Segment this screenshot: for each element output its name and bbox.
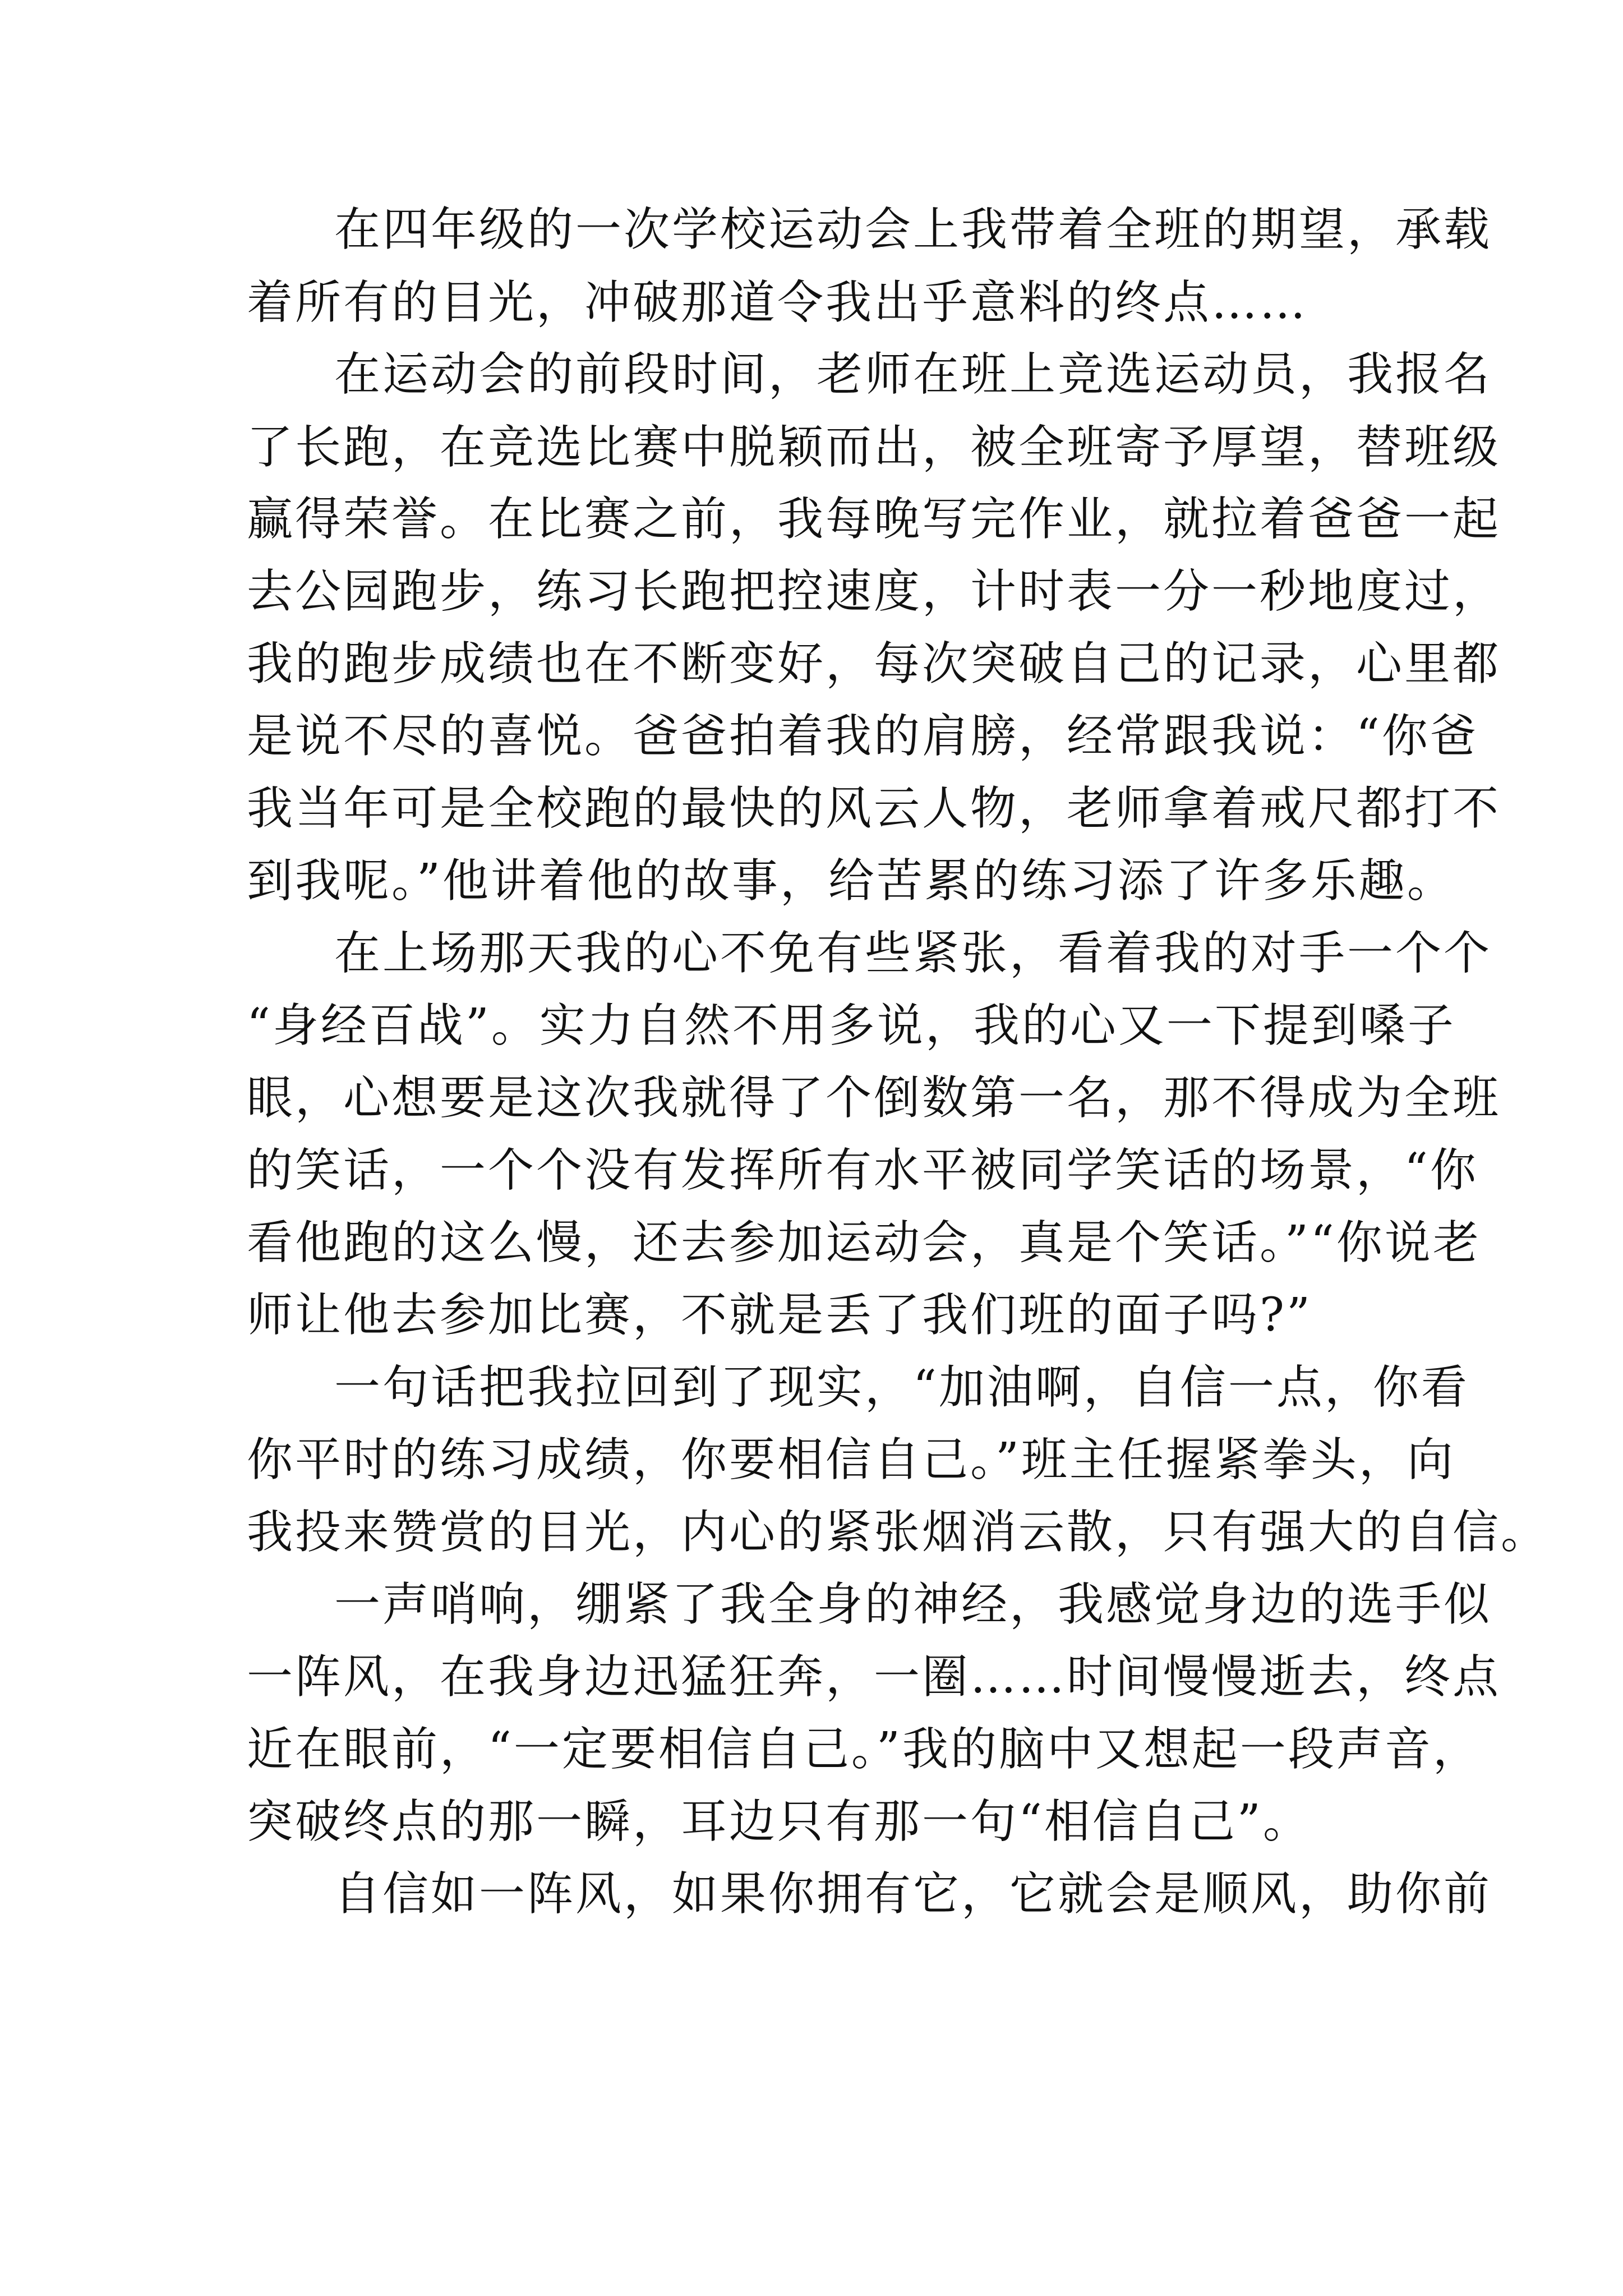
text-line: 我当年可是全校跑的最快的风云人物，老师拿着戒尺都打不: [247, 782, 1501, 835]
text-line: 一句话把我拉回到了现实，“加油啊，自信一点，你看: [334, 1361, 1469, 1414]
text-line: 在上场那天我的心不免有些紧张，看着我的对手一个个: [334, 927, 1492, 980]
text-line: 一阵风，在我身边迅猛狂奔，一圈……时间慢慢逝去，终点: [247, 1650, 1501, 1704]
text-line: 一声哨响，绷紧了我全身的神经，我感觉身边的选手似: [334, 1578, 1492, 1631]
text-line: 了长跑，在竞选比赛中脱颖而出，被全班寄予厚望，替班级: [247, 421, 1501, 474]
text-line: “身经百战”。实力自然不用多说，我的心又一下提到嗓子: [247, 999, 1456, 1052]
text-line: 去公园跑步，练习长跑把控速度，计时表一分一秒地度过，: [247, 565, 1501, 618]
text-line: 的笑话，一个个没有发挥所有水平被同学笑话的场景，“你: [247, 1144, 1478, 1197]
text-line: 到我呢。”他讲着他的故事，给苦累的练习添了许多乐趣。: [247, 854, 1455, 908]
text-line: 师让他去参加比赛，不就是丢了我们班的面子吗?”: [247, 1289, 1312, 1342]
text-line: 眼，心想要是这次我就得了个倒数第一名，那不得成为全班: [247, 1071, 1501, 1125]
text-line: 你平时的练习成绩，你要相信自己。”班主任握紧拳头，向: [247, 1433, 1455, 1487]
text-line: 在运动会的前段时间，老师在班上竞选运动员，我报名: [334, 348, 1492, 401]
text-line: 看他跑的这么慢，还去参加运动会，真是个笑话。”“你说老: [247, 1216, 1481, 1269]
text-line: 近在眼前，“一定要相信自己。”我的脑中又想起一段声音，: [247, 1723, 1481, 1776]
text-line: 是说不尽的喜悦。爸爸拍着我的肩膀，经常跟我说：“你爸: [247, 710, 1478, 763]
text-line: 突破终点的那一瞬，耳边只有那一句“相信自己”。: [247, 1795, 1311, 1848]
text-line: 着所有的目光，冲破那道令我出乎意料的终点……: [247, 276, 1308, 329]
text-line: 我的跑步成绩也在不断变好，每次突破自己的记录，心里都: [247, 637, 1501, 691]
text-line: 自信如一阵风，如果你拥有它，它就会是顺风，助你前: [334, 1867, 1492, 1921]
text-line: 我投来赞赏的目光，内心的紧张烟消云散，只有强大的自信。: [247, 1506, 1550, 1559]
text-line: 在四年级的一次学校运动会上我带着全班的期望，承载: [334, 203, 1492, 256]
text-line: 赢得荣誉。在比赛之前，我每晚写完作业，就拉着爸爸一起: [247, 493, 1501, 546]
